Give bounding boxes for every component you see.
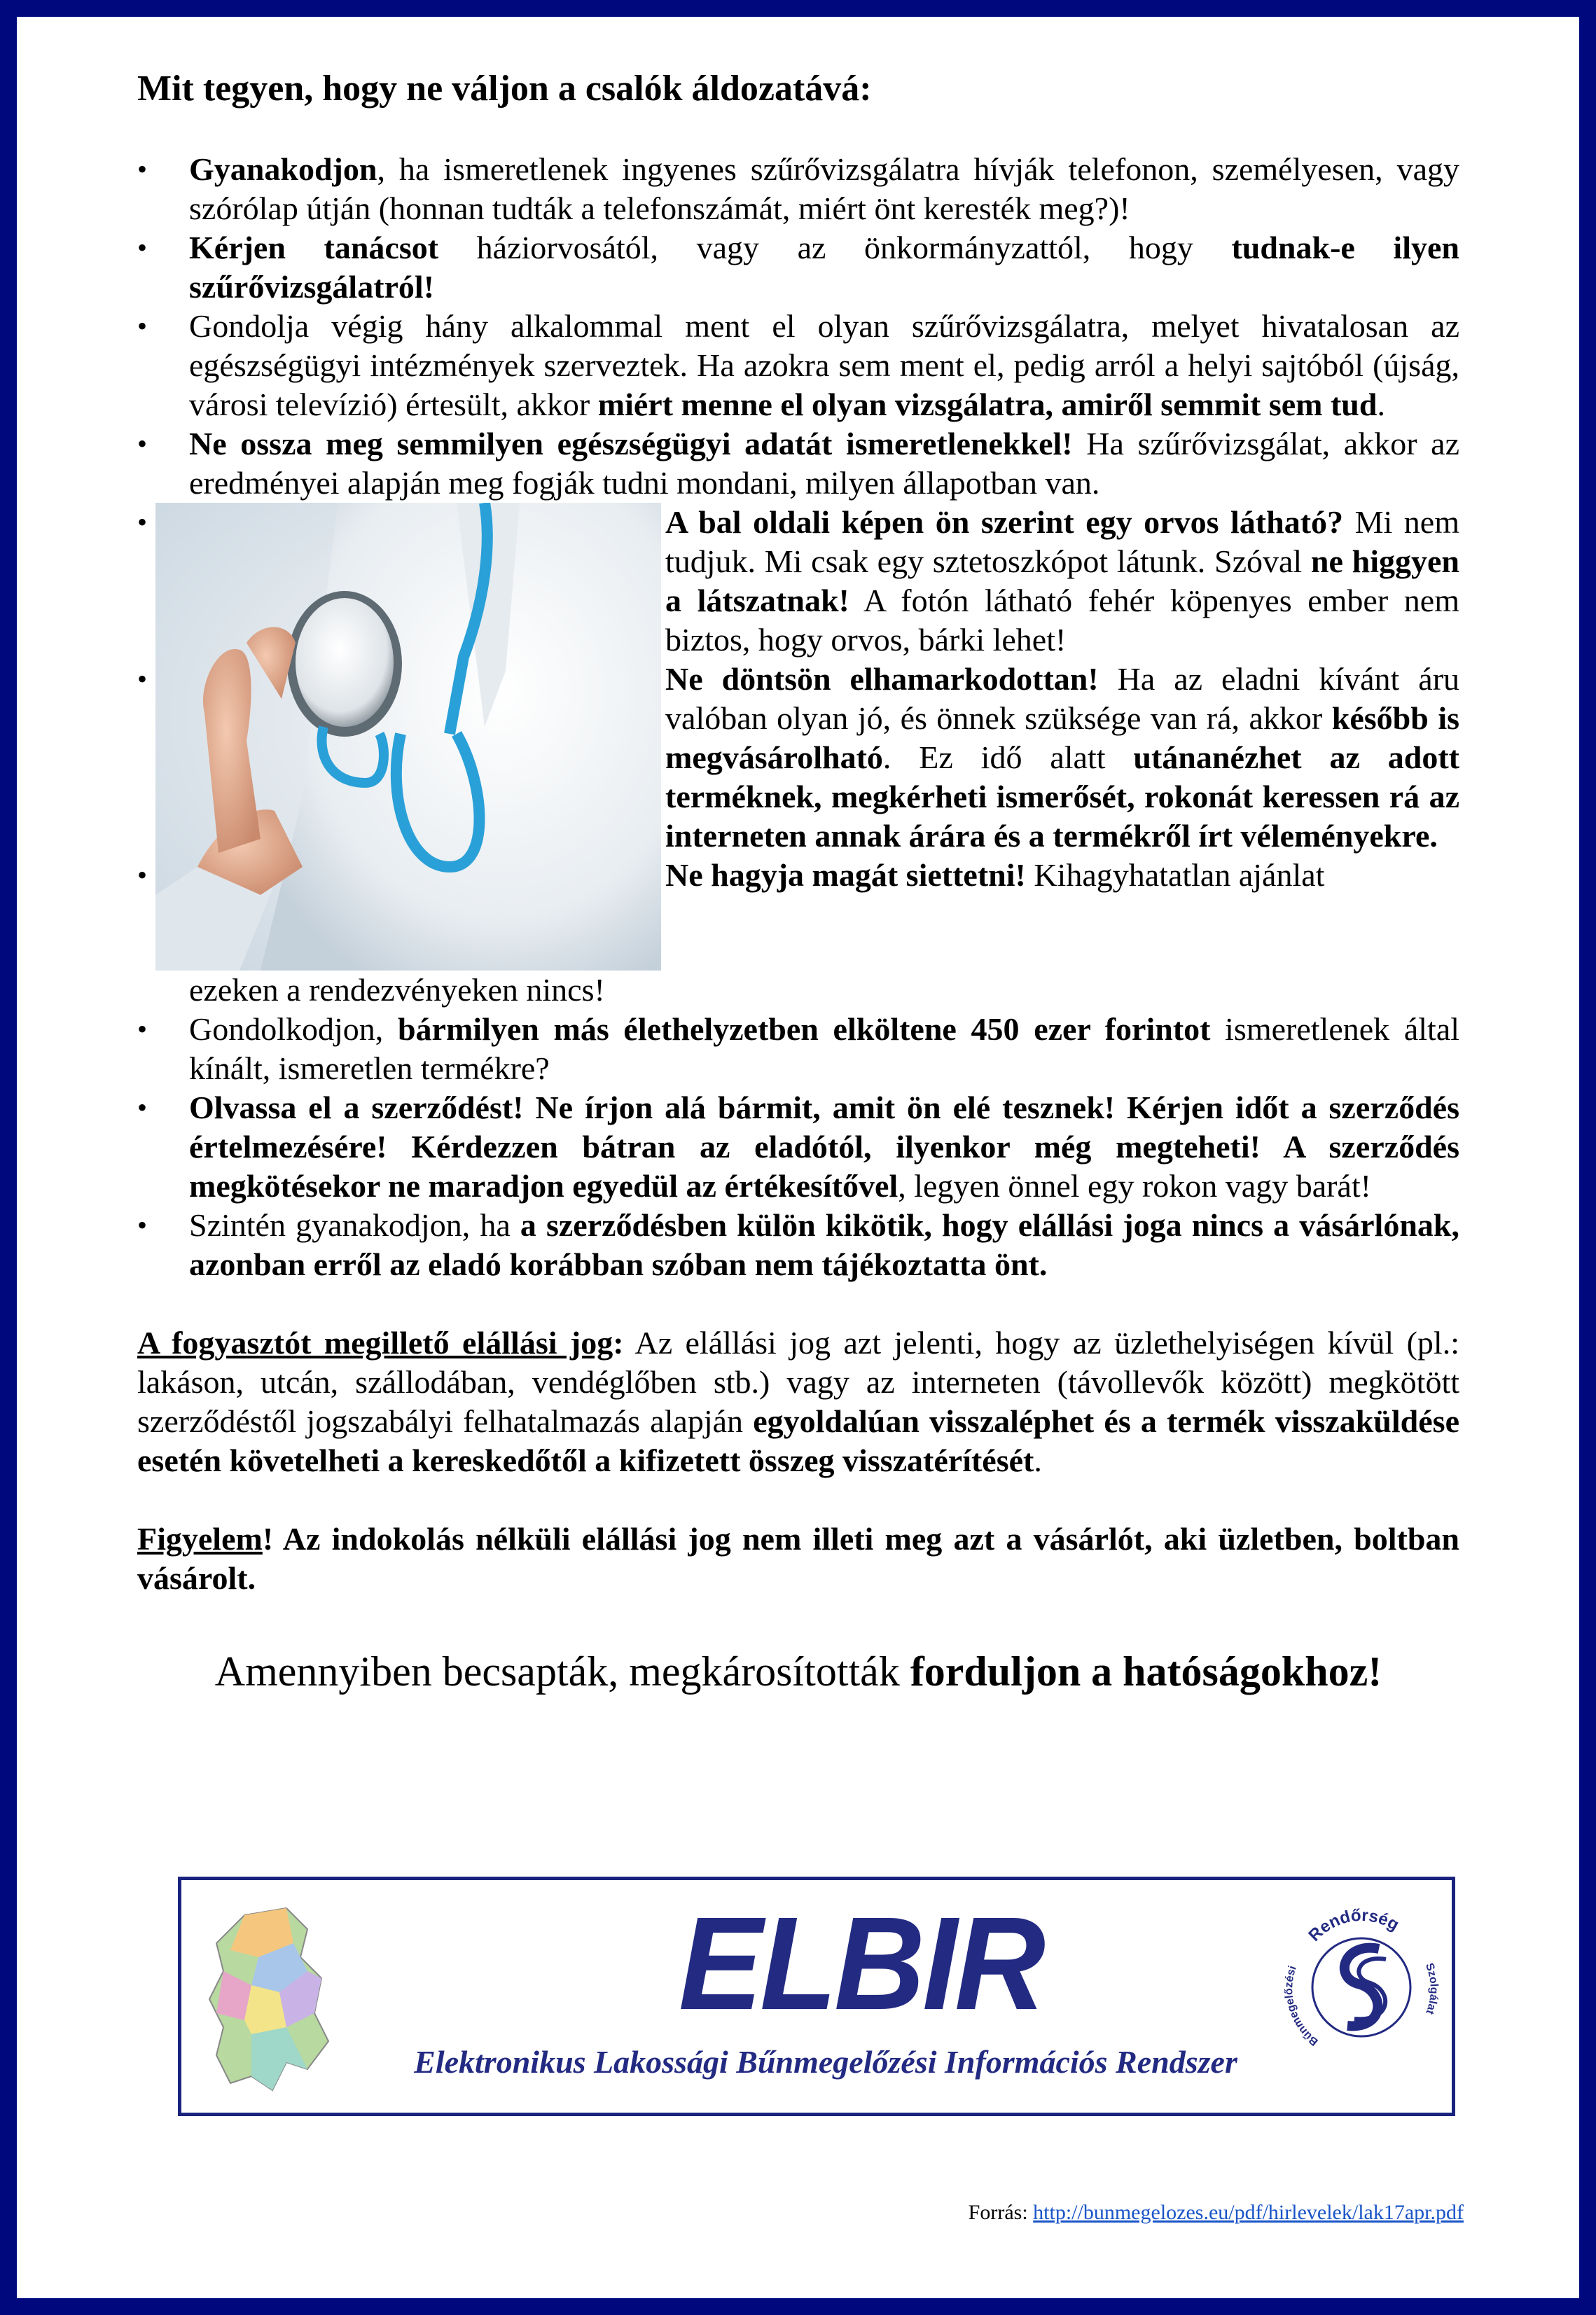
rights-text-2: . bbox=[1034, 1442, 1042, 1478]
elbir-subtitle: Elektronikus Lakossági Bűnmegelőzési Információs Rendszer bbox=[414, 2044, 1237, 2080]
callout-bold: forduljon a hatóságokhoz! bbox=[910, 1648, 1382, 1695]
police-seal-icon bbox=[1281, 1900, 1442, 2061]
tip-top-item-1-text-1: háziorvosától, vagy az önkormányzattól, hogy bbox=[438, 230, 1232, 265]
tip-side-item-2-text-1: Kihagyhatatlan ajánlat bbox=[1025, 857, 1325, 893]
tips-list-side bbox=[137, 503, 1459, 895]
bullet-icon: • bbox=[137, 153, 148, 185]
svg-text:Bűnmegelőzési bbox=[1283, 1964, 1320, 2048]
withdrawal-rights-colon: : bbox=[613, 1325, 624, 1361]
tip-top-item-3-text-1: Ha szűrővizsgálat, akkor az eredményei alapján meg fogják tudni mondani, milyen állapotban van. bbox=[189, 426, 1459, 501]
svg-text:Szolgálat bbox=[1423, 1961, 1440, 2016]
tip-top-item-3 bbox=[137, 424, 1459, 503]
tip-bottom-item-1 bbox=[137, 1088, 1459, 1206]
rights-text-1: egyoldalúan visszaléphet és a termék visszaküldése esetén követelheti a kereskedőtől a kifizetett összeg visszatérítését bbox=[137, 1403, 1459, 1478]
tip-side-item-2-text-0: Ne hagyja magát siettetni! bbox=[665, 857, 1026, 893]
tip-side-item-1-text-1: Ha az eladni kívánt áru valóban olyan jó, és önnek szüksége van rá, akkor bbox=[665, 661, 1460, 736]
tip-top-item-2-text-1: miért menne el olyan vizsgálatra, amiről semmit sem tud bbox=[597, 387, 1378, 422]
attention-text: ! Az indokolás nélküli elállási jog nem illeti meg azt a vásárlót, aki üzletben, boltban vásárolt. bbox=[137, 1521, 1459, 1596]
tip-top-item-0 bbox=[137, 150, 1459, 228]
seal-top-text: Rendőrség bbox=[1305, 1905, 1403, 1945]
withdrawal-rights-heading: A fogyasztót megillető elállási jog bbox=[137, 1325, 613, 1361]
tip-top-item-1 bbox=[137, 228, 1459, 307]
tip-side-item-0-text-1: Mi nem tudjuk. Mi csak egy sztetoszkópot látunk. Szóval bbox=[665, 504, 1459, 579]
tip-bottom-item-0-text-2: ismeretlenek által kínált, ismeretlen termékre? bbox=[189, 1011, 1460, 1086]
source-label: Forrás: bbox=[968, 2201, 1028, 2224]
tip-side-item-1 bbox=[137, 660, 1459, 856]
tip-bottom-item-0-text-0: Gondolkodjon, bbox=[189, 1011, 398, 1047]
authorities-callout bbox=[137, 1647, 1459, 1696]
tip-top-item-0-text-0: Gyanakodjon bbox=[189, 151, 377, 187]
document-body bbox=[137, 67, 1459, 1696]
tip-side-item-1-text-2: később is megvásárolható bbox=[665, 700, 1459, 775]
bullet-icon: • bbox=[137, 663, 148, 695]
tip-bottom-item-1-text-0: Olvassa el a szerződést! Ne írjon alá bármit, amit ön elé tesznek! Kérjen időt a szerződés értelmezésére! Kérdezzen bátran az eladótól, ilyenkor még megteheti! A szerződés megkötésekor ne maradjon egyedül az értékesítővel bbox=[189, 1090, 1459, 1204]
side-continuation: ezeken a rendezvényeken nincs! bbox=[189, 972, 605, 1008]
bullet-icon: • bbox=[137, 1013, 148, 1045]
tip-bottom-item-2-text-0: Szintén gyanakodjon, ha bbox=[189, 1207, 520, 1243]
page-title: Mit tegyen, hogy ne váljon a csalók áldozatává: bbox=[137, 69, 872, 109]
tip-top-item-0-text-1: , ha ismeretlenek ingyenes szűrővizsgálatra hívják telefonon, személyesen, vagy szórólap útján (honnan tudták a telefonszámát, miért önt keresték meg?)! bbox=[189, 151, 1459, 226]
source-line bbox=[903, 2199, 1464, 2227]
tip-side-item-0-text-0: A bal oldali képen ön szerint egy orvos látható? bbox=[665, 504, 1344, 540]
tip-bottom-item-0 bbox=[137, 1010, 1459, 1088]
tip-top-item-1-text-2: tudnak-e ilyen szűrővizsgálatról! bbox=[189, 230, 1459, 305]
bullet-icon: • bbox=[137, 310, 148, 342]
county-map-icon bbox=[202, 1901, 342, 2097]
bullet-icon: • bbox=[137, 232, 148, 263]
tip-bottom-item-1-text-1: , legyen önnel egy rokon vagy barát! bbox=[898, 1168, 1371, 1204]
tip-top-item-3-text-0: Ne ossza meg semmilyen egészségügyi adatát ismeretlenekkel! bbox=[189, 426, 1073, 461]
seal-right-text: Szolgálat bbox=[1422, 1961, 1440, 2016]
attention-paragraph bbox=[137, 1520, 1459, 1598]
tip-top-item-2 bbox=[137, 307, 1459, 424]
tips-list-bottom bbox=[137, 1010, 1459, 1284]
tip-side-item-1-text-0: Ne döntsön elhamarkodottan! bbox=[665, 661, 1099, 697]
bullet-icon: • bbox=[137, 859, 148, 891]
callout-normal: Amennyiben becsapták, megkárosították bbox=[214, 1648, 910, 1695]
tip-top-item-1-text-0: Kérjen tanácsot bbox=[189, 230, 439, 265]
bullet-icon: • bbox=[137, 1209, 148, 1241]
tip-side-item-0-text-2: ne higgyen a látszatnak! bbox=[665, 543, 1459, 618]
elbir-title: ELBIR bbox=[679, 1889, 1043, 2038]
withdrawal-rights-paragraph bbox=[137, 1323, 1459, 1480]
tip-side-item-2 bbox=[137, 856, 1459, 895]
bullet-icon: • bbox=[137, 1092, 148, 1123]
tips-list-top bbox=[137, 150, 1459, 503]
tip-bottom-item-2 bbox=[137, 1206, 1459, 1284]
tip-side-item-0 bbox=[137, 503, 1459, 660]
tip-top-item-2-text-0: Gondolja végig hány alkalommal ment el olyan szűrővizsgálatra, melyet hivatalosan az egészségügyi intézmények szerveztek. Ha azokra sem ment el, pedig arról a helyi sajtóból (újság, városi televízió) értesült, akkor bbox=[189, 308, 1459, 422]
tip-side-item-1-text-3: . Ez idő alatt bbox=[882, 739, 1134, 775]
tip-bottom-item-2-text-1: a szerződésben külön kikötik, hogy elállási joga nincs a vásárlónak, azonban erről az eladó korábban szóban nem tájékoztatta önt. bbox=[189, 1207, 1459, 1282]
tip-top-item-2-text-2: . bbox=[1377, 387, 1385, 422]
bullet-icon: • bbox=[137, 506, 148, 538]
rights-text-0: Az elállási jog azt jelenti, hogy az üzlethelyiségen kívül (pl.: lakáson, utcán, szállodában, vendéglőben stb.) vagy az interneten (távollevők között) megkötött szerződéstől jogszabályi felhatalmazás alapján bbox=[137, 1325, 1459, 1439]
tip-bottom-item-0-text-1: bármilyen más élethelyzetben elköltene 450 ezer forintot bbox=[397, 1011, 1211, 1047]
tip-side-item-1-text-4: utánanézhet az adott terméknek, megkérheti ismerősét, rokonát keressen rá az interneten annak árára és a termékről írt véleményekre. bbox=[665, 739, 1459, 854]
bullet-icon: • bbox=[137, 428, 148, 459]
attention-heading: Figyelem bbox=[137, 1521, 263, 1557]
tip-side-item-0-text-3: A fotón látható fehér köpenyes ember nem biztos, hogy orvos, bárki lehet! bbox=[665, 583, 1459, 658]
seal-left-text: Bűnmegelőzési bbox=[1283, 1964, 1321, 2048]
elbir-banner bbox=[178, 1877, 1455, 2116]
source-link[interactable]: http://bunmegelozes.eu/pdf/hirlevelek/lak17apr.pdf bbox=[1033, 2201, 1464, 2224]
